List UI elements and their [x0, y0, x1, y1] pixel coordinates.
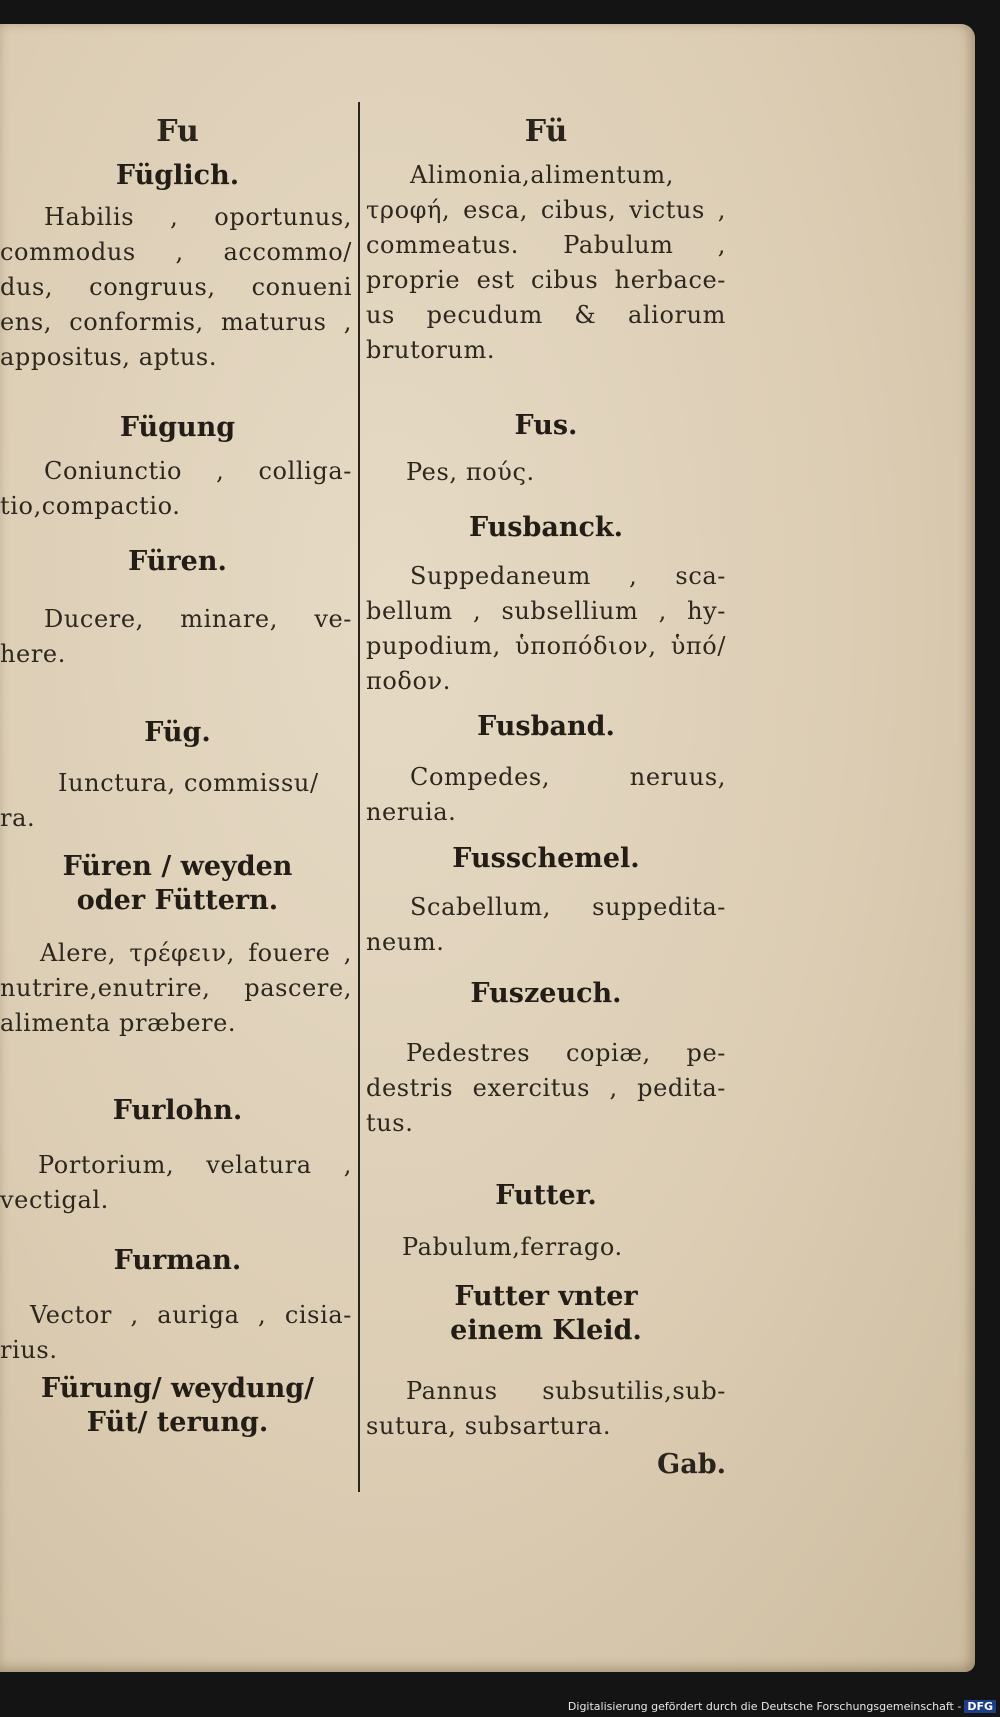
headword: Futter. [495, 1180, 597, 1211]
definition-line: neum. [366, 928, 445, 956]
right-running-head: Fü [524, 114, 568, 149]
digitization-credit [568, 1700, 996, 1713]
headword: Füglich. [115, 160, 240, 191]
definition-line: Portorium, velatura , [38, 1151, 352, 1179]
headword-part: einem Kleid. [450, 1315, 642, 1346]
definition [366, 1230, 726, 1265]
headword-part: oder Füttern. [76, 885, 279, 916]
definition-line: commeatus. Pabulum , [366, 231, 726, 259]
definition [366, 559, 726, 699]
left-running-head: Fu [156, 114, 199, 149]
definition-line: proprie est cibus herbace- [366, 266, 726, 294]
definition [0, 1298, 352, 1368]
headword-part: Fürung/ weydung/ [41, 1373, 314, 1404]
definition-line: ποδον. [366, 667, 451, 695]
definition-line: Alimonia,alimentum, [410, 161, 674, 189]
catchword: Gab. [657, 1449, 726, 1480]
definition-line: Scabellum, suppedita- [410, 893, 726, 921]
definition-line: Ducere, minare, ve- [44, 605, 352, 633]
headword-part: Füren / weyden [62, 851, 293, 882]
headword: Furlohn. [112, 1095, 243, 1126]
definition [0, 454, 352, 524]
definition-line: Pabulum,ferrago. [402, 1233, 623, 1261]
definition-line: τροφή, esca, cibus, victus , [366, 196, 726, 224]
definition-line: Pedestres copiæ, pe- [406, 1039, 726, 1067]
definition [366, 455, 726, 490]
definition [0, 766, 352, 836]
definition [366, 158, 726, 368]
page [0, 24, 975, 1672]
definition-line: Vector , auriga , cisia- [30, 1301, 352, 1329]
definition-line: vectigal. [0, 1186, 109, 1214]
definition-line: neruia. [366, 798, 457, 826]
definition-line: destris exercitus , pedita- [366, 1074, 726, 1102]
headword [0, 1372, 355, 1440]
definition [366, 760, 726, 830]
definition-line: Pannus subsutilis,sub- [406, 1377, 726, 1405]
credit-text: Digitalisierung gefördert durch die Deutsche Forschungsgemeinschaft - [567, 1700, 962, 1713]
definition-line: Iunctura, commissu/ [58, 769, 319, 797]
headword: Füren. [128, 546, 227, 577]
definition-line: nutrire,enutrire, pascere, [0, 974, 352, 1002]
headword-part: Füt/ terung. [86, 1407, 269, 1438]
definition-line: appositus, aptus. [0, 343, 218, 371]
headword: Fus. [514, 410, 578, 441]
definition-line: Alere, τρέφειν, fouere , [40, 939, 352, 967]
definition-line: Habilis , oportunus, [44, 203, 352, 231]
headword: Furman. [113, 1245, 242, 1276]
column-rule [358, 102, 360, 1492]
definition-line: dus, congruus, conueni [0, 273, 352, 301]
definition-line: ens, conformis, maturus , [0, 308, 352, 336]
definition [366, 1374, 726, 1444]
definition-line: tio,compactio. [0, 492, 181, 520]
headword [0, 850, 355, 918]
definition-line: us pecudum & aliorum [366, 301, 726, 329]
definition-line: Pes, πούς. [406, 458, 535, 486]
definition-line: bellum , subsellium , hy- [366, 597, 726, 625]
headword: Fusband. [477, 711, 615, 742]
definition-line: Coniunctio , colliga- [44, 457, 352, 485]
dfg-logo: DFG [964, 1700, 996, 1713]
definition [0, 602, 352, 672]
definition [0, 200, 352, 375]
definition-line: alimenta præbere. [0, 1009, 237, 1037]
headword [366, 1280, 726, 1348]
definition-line: pupodium, ὑποπόδιον, ὑπό/ [366, 632, 726, 660]
definition-line: rius. [0, 1336, 58, 1364]
definition [366, 1036, 726, 1141]
headword-part: Futter vnter [454, 1281, 638, 1312]
definition-line: sutura, subsartura. [366, 1412, 612, 1440]
definition-line: here. [0, 640, 66, 668]
definition-line: Compedes, neruus, [410, 763, 726, 791]
definition-line: Suppedaneum , sca- [410, 562, 726, 590]
headword: Fusschemel. [452, 843, 640, 874]
definition [366, 890, 726, 960]
definition [0, 1148, 352, 1218]
definition [0, 936, 352, 1041]
definition-line: brutorum. [366, 336, 496, 364]
definition-line: commodus , accommo/ [0, 238, 352, 266]
headword: Füg. [144, 717, 211, 748]
headword: Fügung [119, 412, 236, 443]
headword: Fusbanck. [468, 512, 624, 543]
definition-line: tus. [366, 1109, 414, 1137]
headword: Fuszeuch. [470, 978, 622, 1009]
definition-line: ra. [0, 804, 36, 832]
